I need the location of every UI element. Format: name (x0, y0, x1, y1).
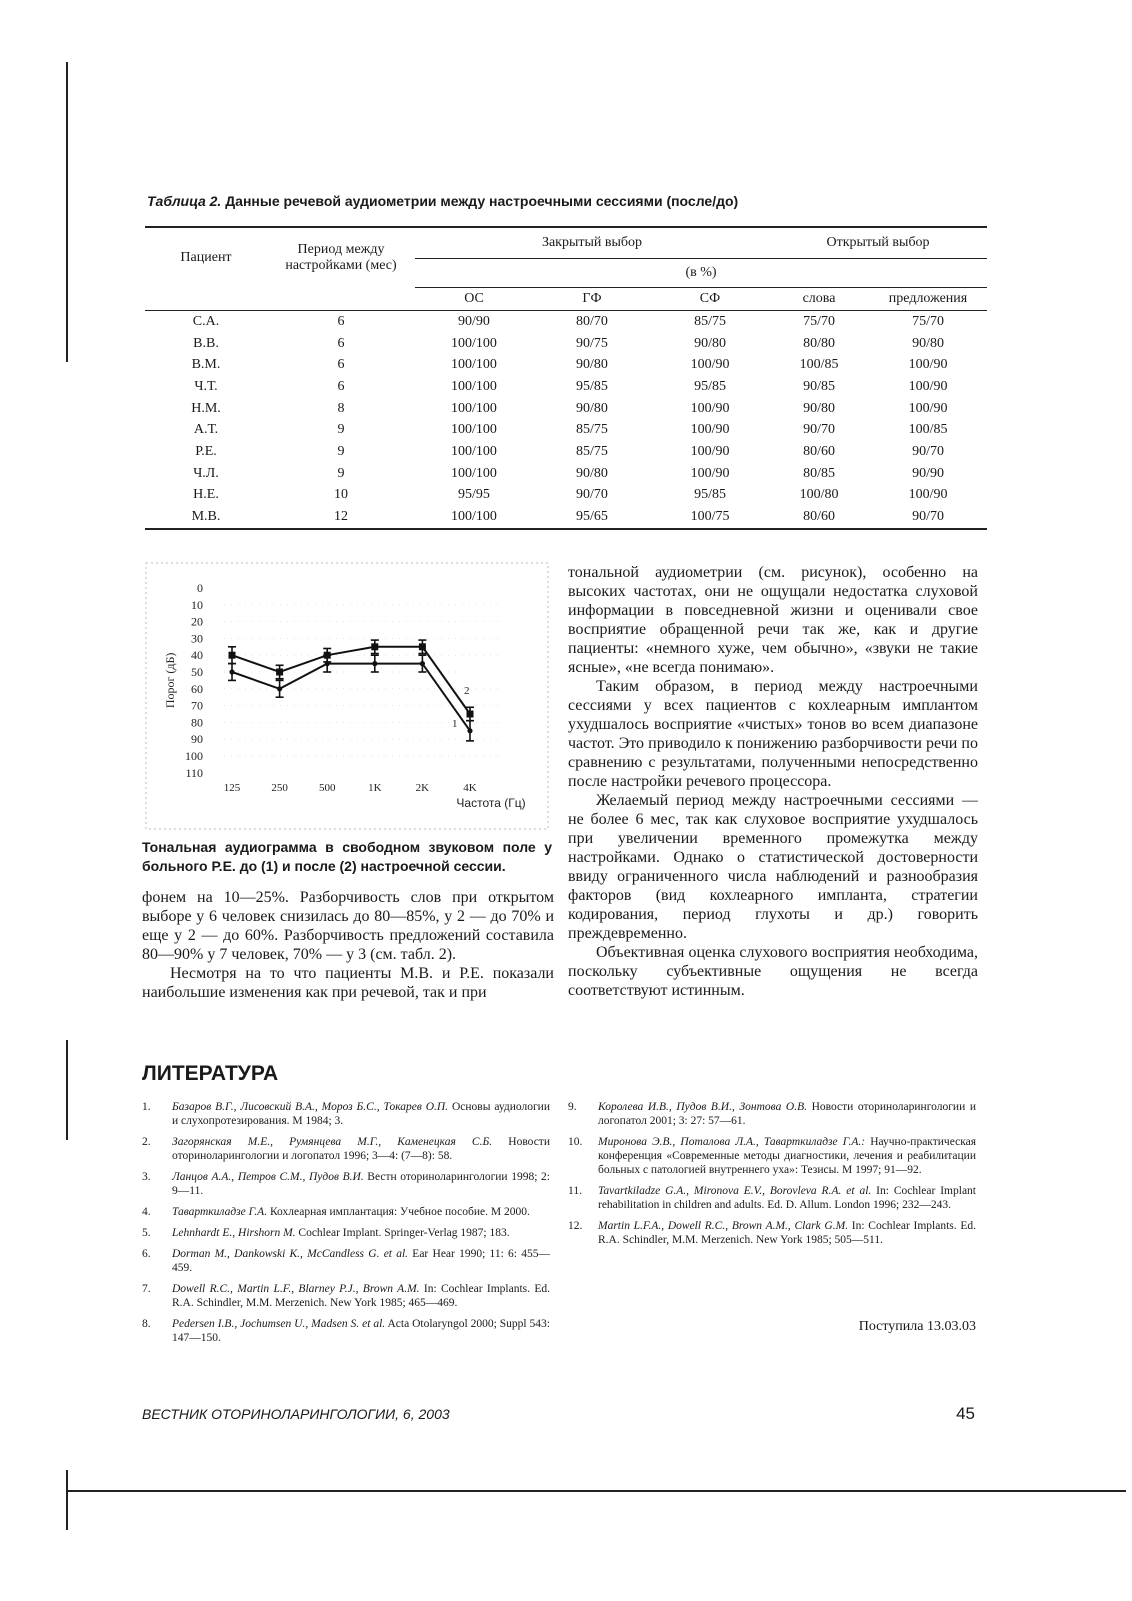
right-paragraph-4: Объективная оценка слухового восприятия необходима, поскольку субъективные ощущения не всегда соответствуют истинным. (568, 944, 978, 999)
table-cell: 80/80 (803, 335, 835, 351)
table-cell: 90/90 (912, 465, 944, 481)
table-row (145, 419, 987, 441)
left-column-text (142, 888, 554, 1002)
header-sub-words: слова (769, 288, 869, 311)
y-tick-label: 90 (191, 732, 203, 747)
reference-authors: Ланцов А.А., Петров С.М., Пудов В.И. (172, 1171, 364, 1183)
x-tick-label: 4K (463, 782, 477, 794)
table-row (145, 485, 987, 507)
table-cell: 100/100 (415, 506, 533, 529)
data-point (467, 728, 472, 733)
table-cell: 75/70 (912, 313, 944, 329)
page-bottom-rule (66, 1490, 1126, 1492)
table-row (145, 333, 987, 355)
table-cell: 90/80 (803, 400, 835, 416)
reference-authors: Pedersen I.B., Jochumsen U., Madsen S. et al. (172, 1318, 386, 1330)
table-cell: 95/85 (694, 487, 726, 503)
page-number: 45 (956, 1404, 975, 1423)
page-edge-line-mid (66, 1040, 68, 1140)
reference-number: 9. (568, 1101, 577, 1113)
reference-number: 7. (142, 1283, 151, 1295)
table-cell: С.А. (192, 313, 220, 329)
reference-item (568, 1219, 976, 1247)
y-tick-label: 60 (191, 681, 203, 696)
data-point-square (419, 643, 426, 650)
reference-authors: Королева И.В., Пудов В.И., Зонтова О.В. (598, 1101, 807, 1113)
header-closed-choice: Закрытый выбор (415, 227, 769, 259)
x-tick-label: 500 (318, 782, 336, 794)
reference-text: Кохлеарная имплантация: Учебное пособие. М 2000. (267, 1206, 530, 1218)
table-body (145, 311, 987, 529)
reference-number: 3. (142, 1171, 151, 1183)
table-cell: 8 (337, 400, 345, 416)
right-paragraph-1: тональной аудиометрии (см. рисунок), особенно на высоких частотах, они не ощущали недостатка слуховой информации в повседневной жизни и оценивали свое восприятие обращенной речи так же, как и другие пациенты: «немного хуже, чем обычно», «звуки не такие ясные», «не всегда понимаю». (568, 564, 978, 676)
table-row (145, 311, 987, 333)
table-cell: 100/90 (690, 422, 730, 438)
y-tick-label: 40 (191, 648, 203, 663)
left-paragraph-2: Несмотря на то что пациенты М.В. и Р.Е. показали наибольшие изменения как при речевой, так и при (142, 965, 554, 1001)
reference-item (568, 1184, 976, 1212)
x-axis-label: Частота (Гц) (456, 796, 526, 810)
table-cell: 90/80 (576, 357, 608, 373)
table-row (145, 506, 987, 529)
reference-authors: Загорянская М.Е., Румянцева М.Г., Каменецкая С.Б. (172, 1136, 493, 1148)
x-tick-label: 2K (415, 782, 430, 794)
reference-number: 10. (568, 1136, 583, 1148)
reference-text: Cochlear Implant. Springer-Verlag 1987; 183. (295, 1227, 510, 1239)
reference-number: 2. (142, 1136, 151, 1148)
right-paragraph-2: Таким образом, в период между настроечными сессиями у всех пациентов с кохлеарным имплантом ухудшалось восприятие «чистых» тонов во всем диапазоне частот. Это приводило к понижению разборчивости речи по сравнению с результатами, полученными непосредственно после настройки речевого процессора. (568, 678, 978, 790)
header-sub-gf: ГФ (533, 288, 651, 311)
header-blank (267, 288, 415, 311)
reference-item (142, 1247, 550, 1275)
data-point (420, 661, 425, 666)
table-cell: 100/100 (451, 465, 497, 481)
reference-authors: Миронова Э.В., Поталова Л.А., Таварткиладзе Г.А.: (598, 1136, 866, 1148)
header-patient: Пациент (145, 227, 267, 288)
reference-number: 12. (568, 1220, 583, 1232)
y-tick-label: 110 (185, 765, 203, 780)
table-cell: 100/75 (651, 506, 769, 529)
reference-item (142, 1282, 550, 1310)
table-cell: 10 (334, 487, 348, 503)
table-cell: 90/90 (458, 313, 490, 329)
table-cell: В.В. (193, 335, 219, 351)
y-tick-label: 70 (191, 698, 203, 713)
journal-title: ВЕСТНИК ОТОРИНОЛАРИНГОЛОГИИ, 6, 2003 (142, 1406, 450, 1422)
table-cell: 90/70 (869, 506, 987, 529)
table-cell: 9 (337, 422, 345, 438)
table-cell: В.М. (191, 357, 221, 373)
reference-text: Научно-практическая конференция «Современные методы диагностики, лечения и реабилитации больных с патологией внутреннего уха»: Тезисы. М 1997; 91—92. (598, 1136, 976, 1176)
table-cell: 100/85 (799, 357, 839, 373)
table-cell: 100/85 (908, 422, 948, 438)
table-row (145, 463, 987, 485)
table-cell: 90/80 (694, 335, 726, 351)
reference-number: 4. (142, 1206, 151, 1218)
references-list-left (142, 1100, 550, 1352)
reference-authors: Tavartkiladze G.A., Mironova E.V., Borovleva R.A. et al. (598, 1185, 872, 1197)
table-cell: Ч.Л. (193, 465, 219, 481)
table-cell: 85/75 (694, 313, 726, 329)
reference-number: 5. (142, 1227, 151, 1239)
table-cell: 85/75 (576, 443, 608, 459)
received-date: Поступила 13.03.03 (858, 1319, 976, 1334)
table-cell: 100/90 (690, 357, 730, 373)
x-tick-label: 250 (271, 782, 288, 794)
reference-authors: Lehnhardt E., Hirshorn M. (172, 1227, 296, 1239)
reference-item (142, 1226, 550, 1240)
table-cell: 90/75 (576, 335, 608, 351)
references-heading: ЛИТЕРАТУРА (142, 1062, 279, 1085)
data-point (277, 686, 282, 691)
table-caption-text: Данные речевой аудиометрии между настроечными сессиями (после/до) (225, 193, 739, 209)
reference-authors: Dowell R.C., Martin L.F., Blarney P.J., Brown A.M. (172, 1283, 420, 1295)
reference-number: 8. (142, 1318, 151, 1330)
y-tick-label: 80 (191, 715, 203, 730)
x-tick-label: 1K (368, 782, 382, 794)
table-cell: 95/95 (458, 487, 490, 503)
reference-authors: Dorman M., Dankowski K., McCandless G. et al. (172, 1248, 409, 1260)
table-row (145, 354, 987, 376)
reference-item (142, 1170, 550, 1198)
reference-number: 6. (142, 1248, 151, 1260)
table-cell: 100/100 (451, 400, 497, 416)
reference-text: In: Cochlear Implants. Ed. R.A. Schindler, M.M. Merzenich. New York 1985; 465—469. (172, 1283, 550, 1309)
table-cell: 80/70 (576, 313, 608, 329)
table-cell: 100/100 (451, 443, 497, 459)
data-point (372, 661, 377, 666)
table-row (145, 441, 987, 463)
table-cell: 12 (267, 506, 415, 529)
reference-item (142, 1135, 550, 1163)
table-cell: Н.М. (191, 400, 221, 416)
audiogram-figure (145, 562, 549, 830)
table-cell: А.Т. (193, 422, 219, 438)
table-row (145, 398, 987, 420)
header-percent: (в %) (415, 259, 987, 288)
table-cell: 100/90 (690, 465, 730, 481)
table-cell: 100/100 (451, 357, 497, 373)
reference-text: Acta Otolaryngol 2000; Suppl 543: 147—150. (172, 1318, 550, 1344)
header-sub-sf: СФ (651, 288, 769, 311)
table-cell: 100/80 (799, 487, 839, 503)
reference-authors: Таварткиладзе Г.А. (172, 1206, 268, 1218)
data-point-square (229, 652, 236, 659)
reference-item (142, 1100, 550, 1128)
table-cell: 95/85 (694, 378, 726, 394)
reference-authors: Martin L.F.A., Dowell R.C., Brown A.M., Clark G.M. (598, 1220, 849, 1232)
y-tick-label: 100 (185, 749, 203, 763)
data-point-square (324, 652, 331, 659)
y-tick-label: 0 (197, 581, 203, 595)
audiogram-chart (145, 562, 549, 830)
header-blank (145, 288, 267, 311)
reference-item (142, 1317, 550, 1345)
data-point-square (276, 669, 283, 676)
table-cell: 95/65 (533, 506, 651, 529)
reference-text: Новости оториноларингологии и логопатол 1996; 3—4: (7—8): 58. (172, 1136, 550, 1162)
right-column-text (568, 563, 978, 1000)
table-cell: Н.Е. (193, 487, 219, 503)
header-sub-sentences: предложения (869, 288, 987, 311)
page-edge-line-bottom (66, 1470, 68, 1530)
reference-number: 1. (142, 1101, 151, 1113)
table-cell: 100/90 (908, 400, 948, 416)
table-cell: 6 (337, 313, 345, 329)
figure-caption: Тональная аудиограмма в свободном звуковом поле у больного Р.Е. до (1) и после (2) настроечной сессии. (142, 839, 552, 874)
references-list-right (568, 1100, 976, 1254)
table-cell: 90/80 (576, 465, 608, 481)
table-row (145, 376, 987, 398)
y-tick-label: 30 (191, 631, 203, 646)
reference-text: Ear Hear 1990; 11: 6: 455—459. (172, 1248, 550, 1274)
table-cell: 100/90 (690, 400, 730, 416)
series-1-line (232, 664, 470, 731)
table-cell: 90/85 (803, 378, 835, 394)
x-tick-label: 125 (223, 782, 241, 794)
table-cell: 100/90 (908, 487, 948, 503)
header-period: Период между настройками (мес) (267, 227, 415, 288)
table-cell: Ч.Т. (194, 378, 218, 394)
table-cell: 6 (337, 335, 345, 351)
table-cell: 80/85 (803, 465, 835, 481)
y-tick-label: 20 (191, 614, 203, 629)
table-cell: 90/80 (912, 335, 944, 351)
table-cell: 100/90 (908, 378, 948, 394)
table-cell: 9 (337, 465, 345, 481)
left-paragraph-1: фонем на 10—25%. Разборчивость слов при открытом выборе у 6 человек снизилась до 80—85%, у 2 — до 70% и еще у 2 — до 60%. Разборчивость предложений составила 80—90% у 7 человек, 70% — у 3 (см. табл. 2). (142, 889, 554, 963)
table-cell: 6 (337, 378, 345, 394)
page-edge-line-top (66, 62, 68, 362)
table-cell: М.В. (145, 506, 267, 529)
table-caption (147, 193, 987, 209)
table-cell: 80/60 (803, 443, 835, 459)
y-axis-label: Порог (дБ) (163, 652, 177, 709)
table-cell: 6 (337, 357, 345, 373)
table-cell: 100/90 (690, 443, 730, 459)
y-tick-label: 50 (191, 665, 203, 679)
table-cell: 90/70 (912, 443, 944, 459)
reference-text: In: Cochlear Implants. Ed. R.A. Schindler, M.M. Merzenich. New York 1985; 505—511. (598, 1220, 976, 1246)
reference-authors: Базаров В.Г., Лисовский В.А., Мороз Б.С., Токарев О.П. (172, 1101, 449, 1113)
table-cell: 100/100 (451, 422, 497, 438)
data-point-square (371, 643, 378, 650)
reference-text: Основы аудиологии и слухопротезирования. М 1984; 3. (172, 1101, 550, 1127)
table-cell: 95/85 (576, 378, 608, 394)
table-cell: Р.Е. (195, 443, 217, 459)
table-cell: 80/60 (769, 506, 869, 529)
table-cell: 100/100 (451, 378, 497, 394)
reference-number: 11. (568, 1185, 582, 1197)
table-cell: 90/70 (576, 487, 608, 503)
y-tick-label: 10 (191, 597, 203, 612)
header-sub-os: ОС (415, 288, 533, 311)
right-paragraph-3: Желаемый период между настроечными сессиями — не более 6 мес, так как слуховое восприятие ухудшалось при увеличении временного промежутка между настройками. Однако о статистической достоверности ввиду ограниченного числа наблюдений и разнообразия факторов (вид кохлеарного импланта, стратегии кодирования, период глухоты и др.) говорить преждевременно. (568, 792, 978, 942)
reference-text: In: Cochlear Implant rehabilitation in children and adults. Ed. D. Allum. London 1996; 232—243. (598, 1185, 976, 1211)
table-cell: 9 (337, 443, 345, 459)
table-cell: 90/80 (576, 400, 608, 416)
table-cell: 90/70 (803, 422, 835, 438)
reference-item (568, 1100, 976, 1128)
reference-item (568, 1135, 976, 1177)
table-cell: 75/70 (803, 313, 835, 329)
reference-item (142, 1205, 550, 1219)
table-cell: 100/100 (451, 335, 497, 351)
table-cell: 100/90 (908, 357, 948, 373)
table-caption-label: Таблица 2. (147, 193, 222, 209)
table-cell: 85/75 (576, 422, 608, 438)
series-label: 2 (464, 685, 470, 697)
speech-audiometry-table (145, 226, 987, 530)
reference-text: Новости оториноларингологии и логопатол 2001; 3: 27: 57—61. (598, 1101, 976, 1127)
data-point (229, 669, 234, 674)
header-open-choice: Открытый выбор (769, 227, 987, 259)
data-point-square (467, 711, 474, 718)
series-label: 1 (452, 717, 458, 730)
reference-text: Вестн оториноларингологии 1998; 2: 9—11. (172, 1171, 550, 1197)
